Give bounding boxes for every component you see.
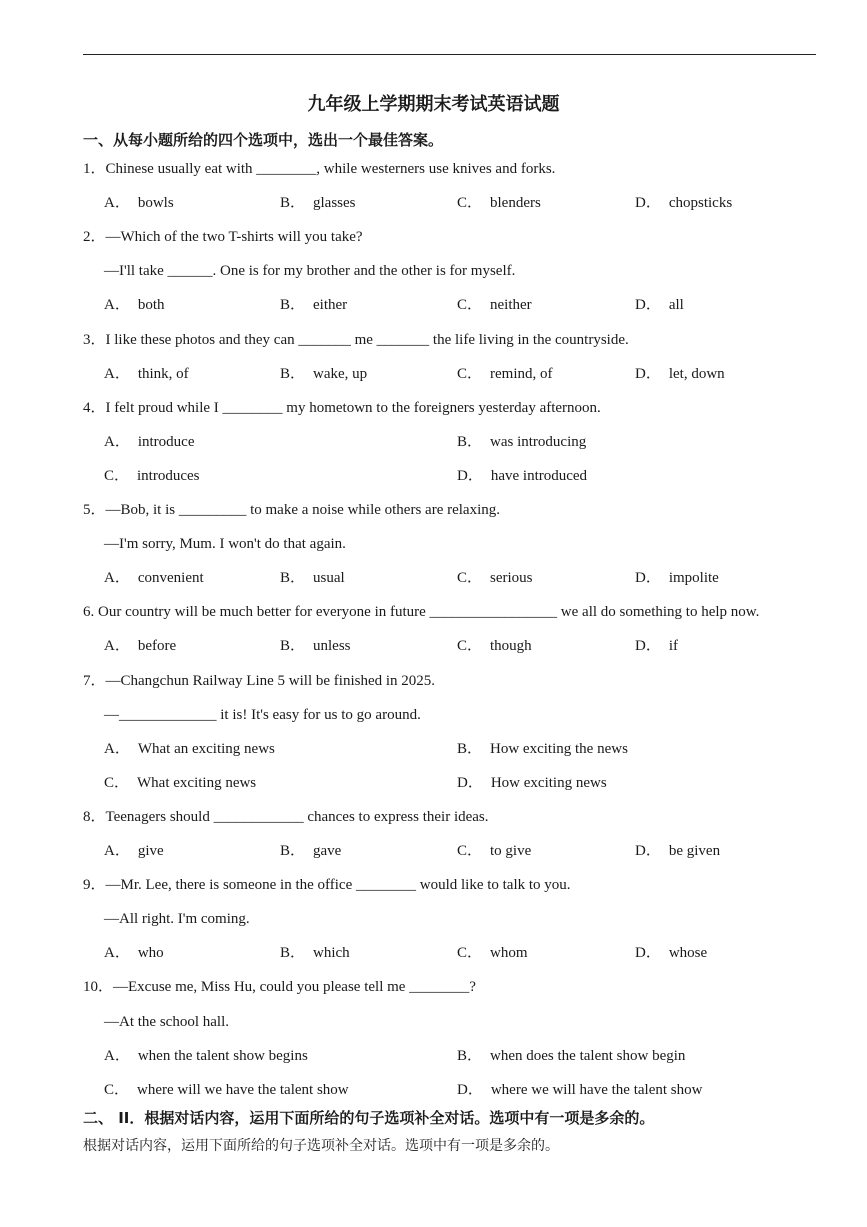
question-stem: 1．Chinese usually eat with ________, while westerners use knives and forks. bbox=[83, 161, 556, 177]
option-a[interactable] bbox=[104, 568, 204, 588]
option-text: either bbox=[313, 297, 348, 313]
question-stem: 3．I like these photos and they can _______ me _______ the life living in the countryside. bbox=[83, 332, 629, 348]
option-letter: B． bbox=[280, 638, 306, 654]
option-text: blenders bbox=[490, 195, 541, 211]
option-text: all bbox=[668, 297, 684, 313]
option-text: to give bbox=[490, 843, 532, 859]
option-text: which bbox=[313, 945, 350, 961]
option-text: where we will have the talent show bbox=[490, 1082, 703, 1098]
question-stem: 5．—Bob, it is _________ to make a noise while others are relaxing. bbox=[83, 502, 501, 518]
option-text: glasses bbox=[313, 195, 356, 211]
option-text: convenient bbox=[137, 570, 204, 586]
option-text: impolite bbox=[668, 570, 719, 586]
option-letter: D． bbox=[635, 366, 661, 382]
option-text: both bbox=[137, 297, 165, 313]
dialogue-line: —I'll take ______. One is for my brother and the other is for myself. bbox=[104, 263, 516, 279]
option-c[interactable] bbox=[457, 295, 532, 315]
option-text: How exciting the news bbox=[490, 741, 628, 757]
option-letter: B． bbox=[280, 570, 306, 586]
option-d[interactable] bbox=[635, 364, 725, 384]
option-text: unless bbox=[313, 638, 351, 654]
option-b[interactable] bbox=[280, 295, 347, 315]
option-letter: A． bbox=[104, 638, 130, 654]
option-text: serious bbox=[490, 570, 533, 586]
option-text: introduce bbox=[137, 434, 195, 450]
dialogue-line: —_____________ it is! It's easy for us to go around. bbox=[104, 707, 421, 723]
option-letter: D． bbox=[457, 468, 483, 484]
option-text: How exciting news bbox=[490, 775, 607, 791]
question-stem: 4．I felt proud while I ________ my hometown to the foreigners yesterday afternoon. bbox=[83, 400, 601, 416]
dialogue-line: —At the school hall. bbox=[104, 1014, 229, 1030]
question-stem: 2．—Which of the two T-shirts will you take? bbox=[83, 229, 363, 245]
section-2-instruction: 根据对话内容，运用下面所给的句子选项补全对话。选项中有一项是多余的。 bbox=[83, 1138, 559, 1154]
option-a[interactable] bbox=[104, 432, 195, 452]
option-d[interactable] bbox=[457, 466, 587, 486]
option-b[interactable] bbox=[280, 364, 367, 384]
option-text: if bbox=[668, 638, 679, 654]
option-text: let, down bbox=[668, 366, 725, 382]
option-b[interactable] bbox=[457, 739, 628, 759]
option-d[interactable] bbox=[457, 1080, 702, 1100]
option-text: chopsticks bbox=[668, 195, 733, 211]
option-a[interactable] bbox=[104, 193, 174, 213]
option-text: think, of bbox=[137, 366, 189, 382]
option-letter: B． bbox=[457, 741, 483, 757]
option-text: What an exciting news bbox=[137, 741, 275, 757]
question-stem: 10．—Excuse me, Miss Hu, could you please tell me ________? bbox=[83, 979, 476, 995]
option-text: remind, of bbox=[490, 366, 553, 382]
option-letter: D． bbox=[635, 195, 661, 211]
option-a[interactable] bbox=[104, 364, 189, 384]
option-letter: A． bbox=[104, 195, 130, 211]
option-letter: C． bbox=[457, 945, 483, 961]
option-letter: D． bbox=[635, 297, 661, 313]
option-letter: A． bbox=[104, 1048, 130, 1064]
option-text: give bbox=[137, 843, 164, 859]
option-letter: B． bbox=[280, 366, 306, 382]
option-text: though bbox=[490, 638, 532, 654]
section-1-heading: 一、从每小题所给的四个选项中，选出一个最佳答案。 bbox=[83, 131, 444, 149]
option-c[interactable] bbox=[104, 466, 200, 486]
option-c[interactable] bbox=[457, 841, 531, 861]
option-text: who bbox=[137, 945, 164, 961]
question-stem: 8．Teenagers should ____________ chances to express their ideas. bbox=[83, 809, 489, 825]
option-b[interactable] bbox=[280, 841, 341, 861]
dialogue-line: —I'm sorry, Mum. I won't do that again. bbox=[104, 536, 346, 552]
option-letter: C． bbox=[457, 638, 483, 654]
option-letter: C． bbox=[104, 468, 130, 484]
option-text: wake, up bbox=[313, 366, 368, 382]
option-text: was introducing bbox=[490, 434, 587, 450]
section-2-heading: 二、 II．根据对话内容，运用下面所给的句子选项补全对话。选项中有一项是多余的。 bbox=[83, 1109, 655, 1127]
option-text: where will we have the talent show bbox=[137, 1082, 349, 1098]
option-letter: B． bbox=[280, 945, 306, 961]
option-c[interactable] bbox=[457, 636, 532, 656]
option-b[interactable] bbox=[280, 943, 350, 963]
option-text: What exciting news bbox=[137, 775, 257, 791]
option-text: when the talent show begins bbox=[137, 1048, 308, 1064]
option-letter: A． bbox=[104, 434, 130, 450]
option-letter: A． bbox=[104, 945, 130, 961]
option-b[interactable] bbox=[280, 193, 356, 213]
option-text: bowls bbox=[137, 195, 174, 211]
option-text: whose bbox=[668, 945, 708, 961]
option-c[interactable] bbox=[104, 773, 256, 793]
option-text: introduces bbox=[137, 468, 200, 484]
option-d[interactable] bbox=[635, 943, 707, 963]
option-text: whom bbox=[490, 945, 528, 961]
question-stem: 7．—Changchun Railway Line 5 will be finished in 2025. bbox=[83, 673, 436, 689]
option-text: have introduced bbox=[490, 468, 588, 484]
option-text: be given bbox=[668, 843, 721, 859]
option-a[interactable] bbox=[104, 943, 164, 963]
option-a[interactable] bbox=[104, 636, 176, 656]
dialogue-line: —All right. I'm coming. bbox=[104, 911, 250, 927]
option-c[interactable] bbox=[457, 193, 541, 213]
option-d[interactable] bbox=[635, 568, 719, 588]
option-letter: B． bbox=[280, 195, 306, 211]
option-letter: A． bbox=[104, 366, 130, 382]
option-letter: D． bbox=[457, 775, 483, 791]
option-a[interactable] bbox=[104, 295, 165, 315]
option-d[interactable] bbox=[635, 295, 684, 315]
question-stem: 9．—Mr. Lee, there is someone in the office ________ would like to talk to you. bbox=[83, 877, 571, 893]
option-letter: C． bbox=[457, 570, 483, 586]
option-b[interactable] bbox=[457, 432, 586, 452]
option-letter: C． bbox=[457, 297, 483, 313]
page-title: 九年级上学期期末考试英语试题 bbox=[307, 94, 560, 115]
option-b[interactable] bbox=[280, 568, 345, 588]
option-letter: A． bbox=[104, 843, 130, 859]
option-text: when does the talent show begin bbox=[490, 1048, 686, 1064]
option-letter: B． bbox=[280, 843, 306, 859]
option-letter: D． bbox=[635, 945, 661, 961]
option-letter: A． bbox=[104, 297, 130, 313]
option-letter: C． bbox=[457, 366, 483, 382]
option-d[interactable] bbox=[457, 773, 607, 793]
option-d[interactable] bbox=[635, 193, 732, 213]
option-text: usual bbox=[313, 570, 345, 586]
option-letter: D． bbox=[457, 1082, 483, 1098]
option-letter: C． bbox=[457, 195, 483, 211]
option-c[interactable] bbox=[457, 364, 553, 384]
option-letter: B． bbox=[457, 1048, 483, 1064]
question-stem: 6. Our country will be much better for everyone in future _________________ we all do something to help now. bbox=[83, 604, 760, 620]
option-a[interactable] bbox=[104, 841, 164, 861]
option-letter: C． bbox=[104, 775, 130, 791]
option-letter: B． bbox=[280, 297, 306, 313]
option-text: gave bbox=[313, 843, 342, 859]
option-letter: A． bbox=[104, 741, 130, 757]
option-letter: C． bbox=[457, 843, 483, 859]
option-text: before bbox=[137, 638, 177, 654]
option-letter: B． bbox=[457, 434, 483, 450]
option-a[interactable] bbox=[104, 739, 275, 759]
option-d[interactable] bbox=[635, 841, 720, 861]
option-letter: D． bbox=[635, 843, 661, 859]
option-letter: D． bbox=[635, 638, 661, 654]
option-letter: A． bbox=[104, 570, 130, 586]
header-rule bbox=[83, 54, 816, 55]
option-c[interactable] bbox=[457, 568, 533, 588]
option-letter: D． bbox=[635, 570, 661, 586]
option-d[interactable] bbox=[635, 636, 678, 656]
option-text: neither bbox=[490, 297, 532, 313]
option-c[interactable] bbox=[104, 1080, 349, 1100]
option-letter: C． bbox=[104, 1082, 130, 1098]
option-b[interactable] bbox=[457, 1046, 685, 1066]
option-c[interactable] bbox=[457, 943, 528, 963]
option-b[interactable] bbox=[280, 636, 351, 656]
option-a[interactable] bbox=[104, 1046, 308, 1066]
